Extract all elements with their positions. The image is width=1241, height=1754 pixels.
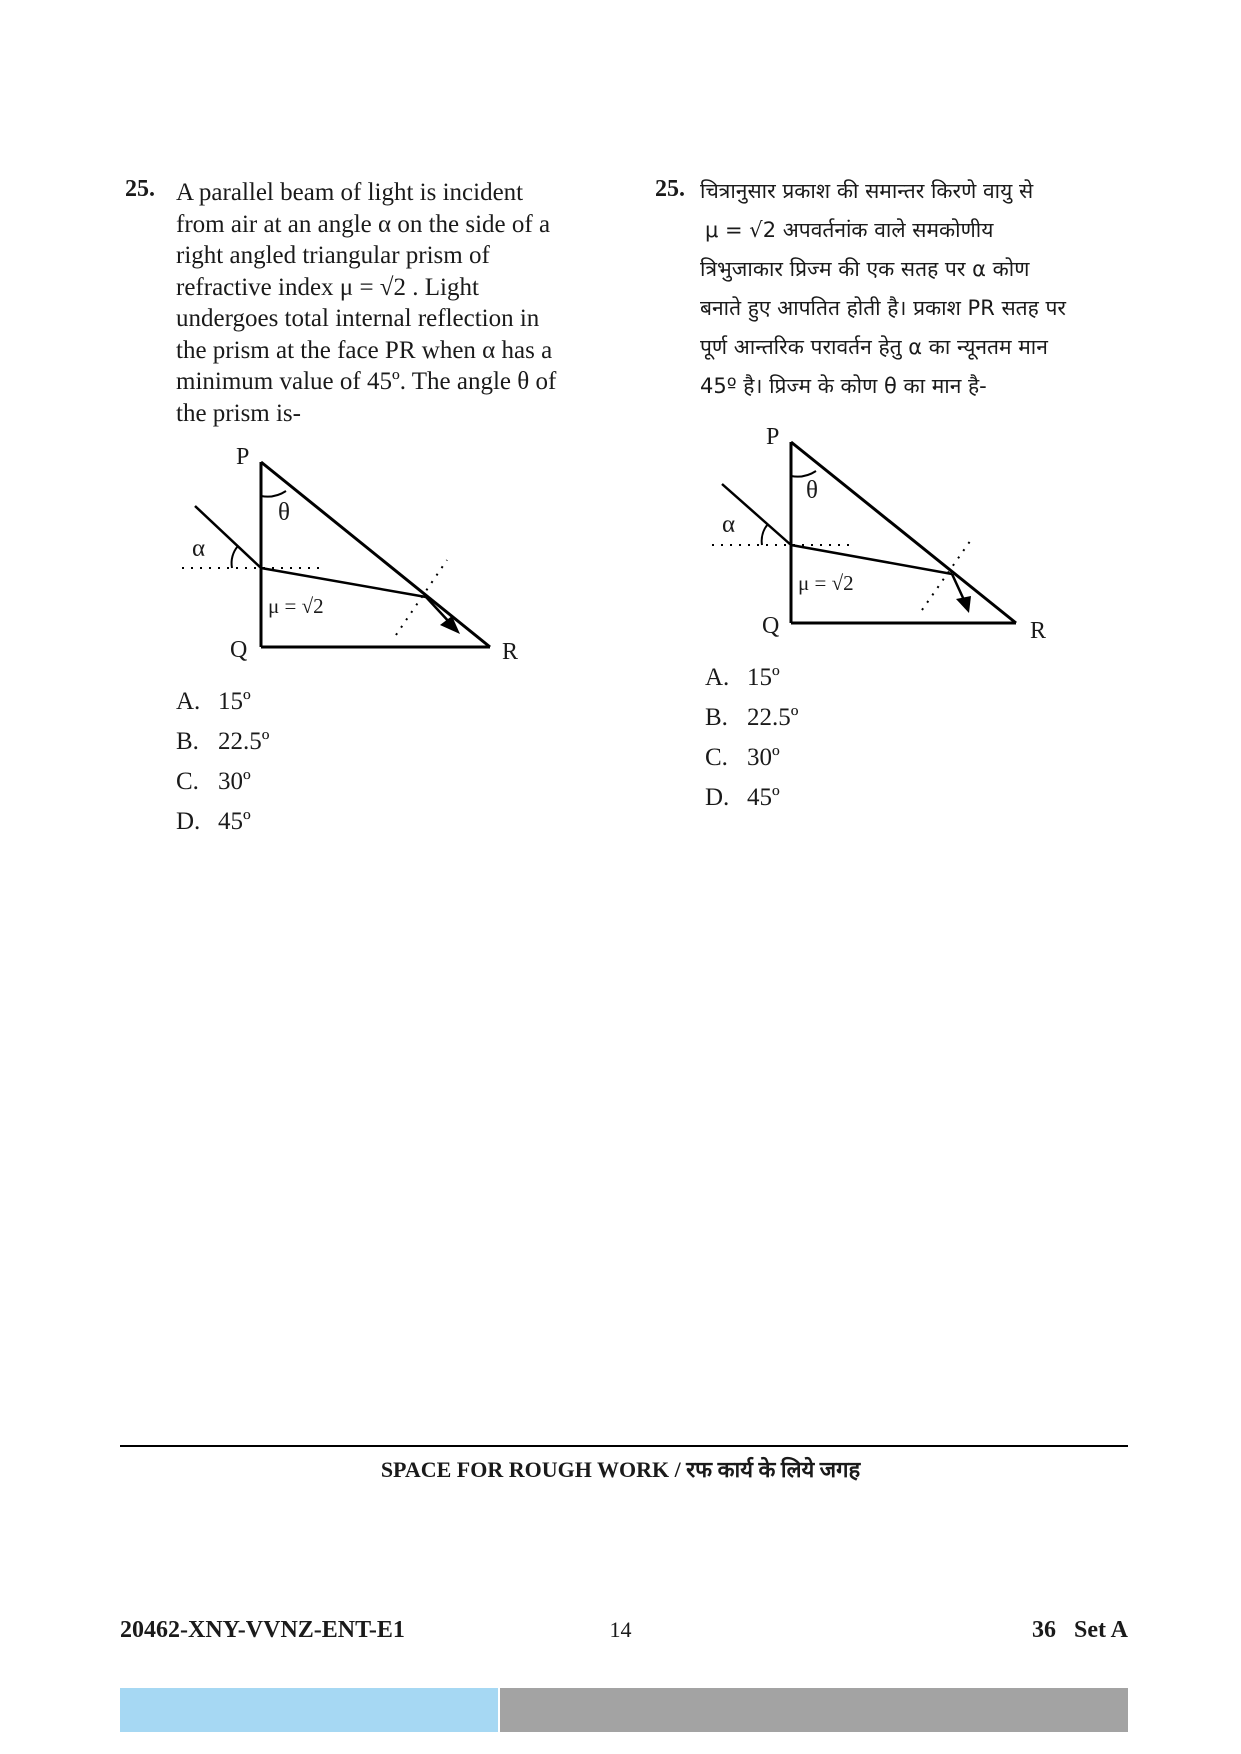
refracted-ray — [261, 568, 426, 597]
label-r: R — [1030, 618, 1047, 644]
footer-bar-gray — [500, 1688, 1128, 1732]
question-number-en: 25. — [125, 176, 155, 202]
option-label: A. — [176, 688, 201, 715]
question-line: the prism is- — [176, 399, 301, 427]
option-label: D. — [176, 808, 201, 835]
option-text: 15º — [218, 688, 251, 715]
label-p: P — [236, 444, 250, 470]
question-line: चित्रानुसार प्रकाश की समान्तर किरणे वायु से — [700, 179, 1034, 203]
label-alpha: α — [192, 535, 206, 562]
label-q: Q — [762, 613, 780, 639]
question-text-en — [176, 177, 616, 429]
option-d-en[interactable] — [176, 808, 251, 836]
option-d-hi[interactable] — [705, 784, 780, 812]
label-p: P — [766, 424, 780, 450]
normal-dotted-pr — [396, 560, 447, 635]
question-line: minimum value of 45º. The angle θ of — [176, 368, 557, 395]
footer-bar-blue — [120, 1688, 498, 1732]
question-line: refractive index μ = √2 . Light — [176, 273, 479, 301]
question-line: 45º है। प्रिज्म के कोण θ का मान है- — [700, 374, 987, 398]
option-text: 45º — [218, 808, 251, 835]
option-label: B. — [176, 728, 199, 755]
option-label: C. — [705, 744, 728, 771]
prism-diagram-en — [170, 440, 540, 670]
question-line: from air at an angle α on the side of a — [176, 210, 551, 238]
question-line: A parallel beam of light is incident — [176, 179, 524, 206]
prism-side-pr — [791, 442, 1016, 623]
option-c-hi[interactable] — [705, 744, 780, 772]
option-b-hi[interactable] — [705, 704, 799, 732]
option-text: 45º — [747, 784, 780, 811]
label-mu: μ = √2 — [268, 594, 324, 618]
option-b-en[interactable] — [176, 728, 270, 756]
prism-diagram-hi — [700, 420, 1070, 650]
option-text: 30º — [218, 768, 251, 795]
alpha-arc — [762, 524, 768, 545]
option-label: A. — [705, 664, 730, 691]
label-theta: θ — [806, 477, 818, 504]
question-line: μ = √2 अपवर्तनांक वाले समकोणीय — [705, 218, 994, 242]
paper-code: 20462-XNY-VVNZ-ENT-E1 — [120, 1617, 405, 1643]
option-a-hi[interactable] — [705, 664, 780, 692]
set-label: 36 Set A — [1032, 1617, 1128, 1643]
question-line: पूर्ण आन्तरिक परावर्तन हेतु α का न्यूनतम मान — [700, 335, 1048, 359]
theta-arc — [791, 471, 816, 477]
label-mu: μ = √2 — [798, 571, 854, 595]
question-line: undergoes total internal reflection in — [176, 305, 540, 332]
rough-work-heading: SPACE FOR ROUGH WORK / रफ कार्य के लिये जगह — [380, 1457, 861, 1482]
question-text-hi — [700, 172, 1130, 406]
label-r: R — [502, 639, 519, 665]
page-number: 14 — [609, 1617, 632, 1642]
option-text: 30º — [747, 744, 780, 771]
option-text: 15º — [747, 664, 780, 691]
label-alpha: α — [722, 511, 736, 538]
option-c-en[interactable] — [176, 768, 251, 796]
rough-work-divider — [120, 1445, 1128, 1447]
option-text: 22.5º — [218, 728, 270, 755]
arrow-head — [956, 596, 971, 613]
prism-side-pr — [261, 462, 490, 647]
question-line: the prism at the face PR when α has a — [176, 336, 553, 364]
option-label: D. — [705, 784, 730, 811]
option-label: C. — [176, 768, 199, 795]
question-line: त्रिभुजाकार प्रिज्म की एक सतह पर α कोण — [700, 257, 1030, 281]
refracted-ray — [791, 545, 952, 574]
theta-arc — [261, 491, 286, 497]
alpha-arc — [232, 546, 238, 568]
question-line: बनाते हुए आपतित होती है। प्रकाश PR सतह पर — [700, 296, 1066, 320]
label-theta: θ — [278, 499, 290, 526]
option-text: 22.5º — [747, 704, 799, 731]
question-number-hi: 25. — [655, 176, 685, 202]
option-a-en[interactable] — [176, 688, 251, 716]
option-label: B. — [705, 704, 728, 731]
label-q: Q — [230, 637, 248, 663]
question-line: right angled triangular prism of — [176, 242, 490, 269]
